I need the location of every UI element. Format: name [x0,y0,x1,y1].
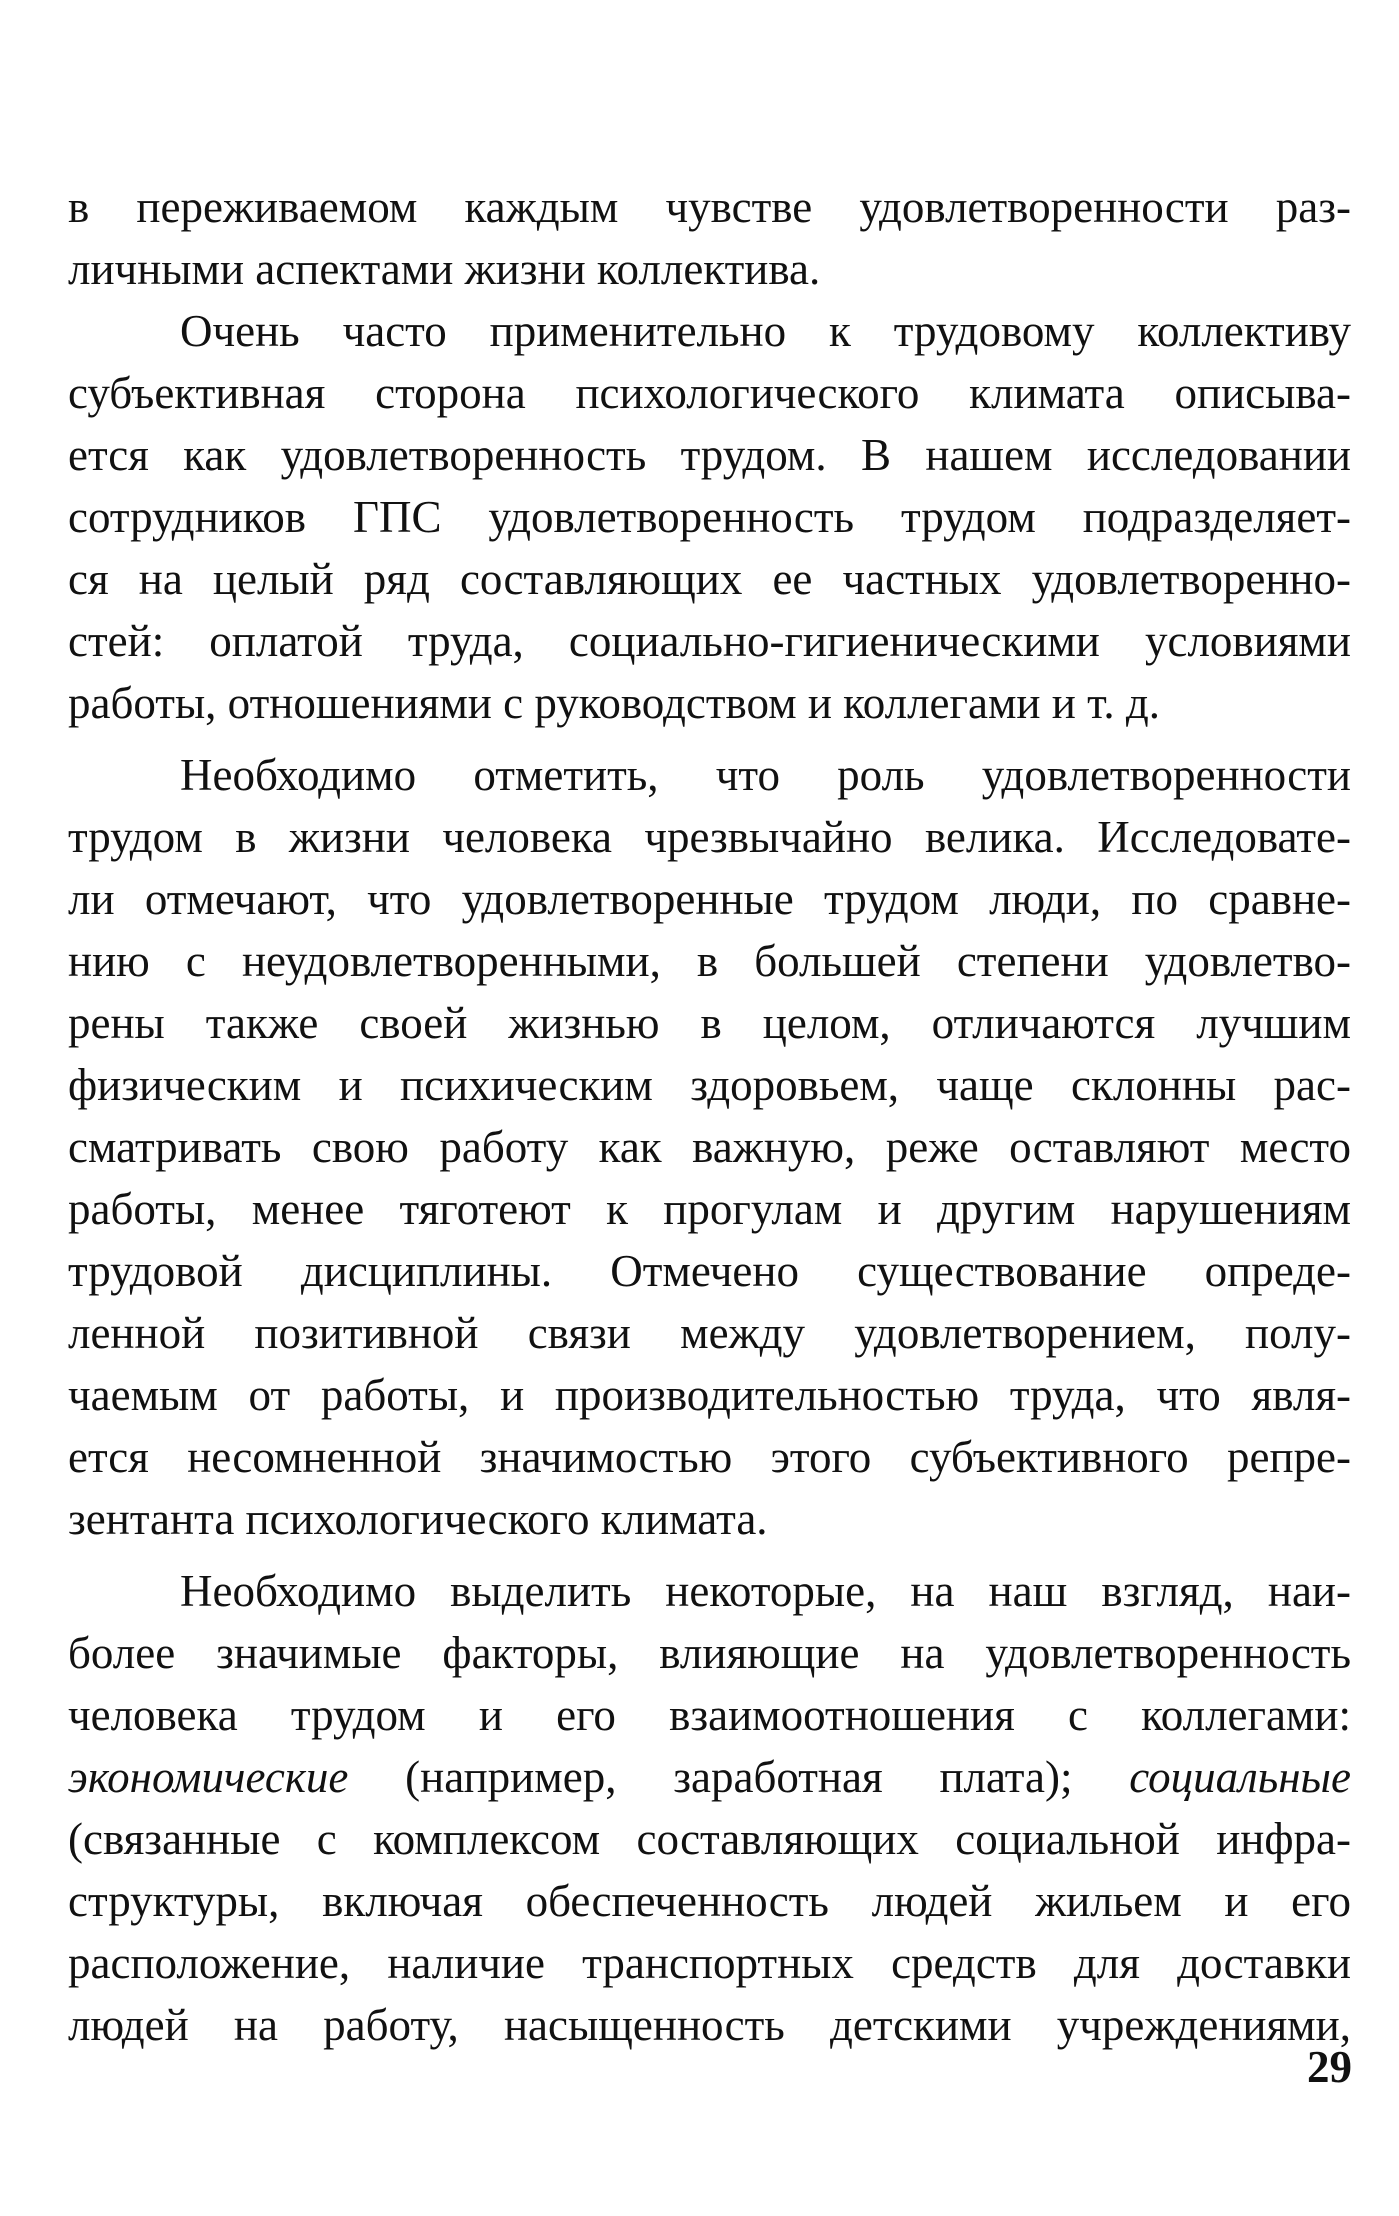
text-line: субъективная сторона психологического климата описыва- [68,368,1351,418]
text-line: расположение, наличие транспортных средств для доставки [68,1938,1351,1988]
body-text [68,176,1351,2056]
text-line: ется несомненной значимостью этого субъективного репре- [68,1432,1351,1482]
text-line: Очень часто применительно к трудовому коллективу [180,306,1351,356]
text-line: Необходимо отметить, что роль удовлетворенности [180,750,1351,800]
italic-term: экономические [68,1752,349,1802]
text-line: трудовой дисциплины. Отмечено существование опреде- [68,1246,1351,1296]
italic-term: социальные [1129,1752,1351,1802]
text-line: ленной позитивной связи между удовлетворением, полу- [68,1308,1351,1358]
text-line: Необходимо выделить некоторые, на наш взгляд, наи- [180,1566,1351,1616]
page-number: 29 [1307,2042,1352,2092]
text-line: в переживаемом каждым чувстве удовлетворенности раз- [68,182,1351,232]
text-line: человека трудом и его взаимоотношения с коллегами: [68,1690,1351,1740]
text-line: физическим и психическим здоровьем, чаще склонны рас- [68,1060,1351,1110]
text-line-mixed [68,1746,1351,1808]
text-line: чаемым от работы, и производительностью труда, что явля- [68,1370,1351,1420]
text-line: ли отмечают, что удовлетворенные трудом люди, по сравне- [68,874,1351,924]
text-line: работы, менее тяготеют к прогулам и другим нарушениям [68,1184,1351,1234]
text-line: рены также своей жизнью в целом, отличаются лучшим [68,998,1351,1048]
text-line: зентанта психологического климата. [68,1494,768,1544]
text-line: трудом в жизни человека чрезвычайно велика. Исследовате- [68,812,1351,862]
text-line: (связанные с комплексом составляющих социальной инфра- [68,1814,1351,1864]
text-line: личными аспектами жизни коллектива. [68,244,821,294]
text-line: более значимые факторы, влияющие на удовлетворенность [68,1628,1351,1678]
text-line: ся на целый ряд составляющих ее частных удовлетворенно- [68,554,1351,604]
text-line: работы, отношениями с руководством и коллегами и т. д. [68,678,1161,728]
text-line: сматривать свою работу как важную, реже оставляют место [68,1122,1351,1172]
text-line: ется как удовлетворенность трудом. В нашем исследовании [68,430,1351,480]
text-line: сотрудников ГПС удовлетворенность трудом подразделяет- [68,492,1351,542]
text-line: людей на работу, насыщенность детскими учреждениями, [68,2000,1351,2050]
text-line: структуры, включая обеспеченность людей жильем и его [68,1876,1351,1926]
text-line: стей: оплатой труда, социально-гигиеническими условиями [68,616,1351,666]
text-line: нию с неудовлетворенными, в большей степени удовлетво- [68,936,1351,986]
text-fragment: (например, заработная плата); [348,1752,1130,1802]
